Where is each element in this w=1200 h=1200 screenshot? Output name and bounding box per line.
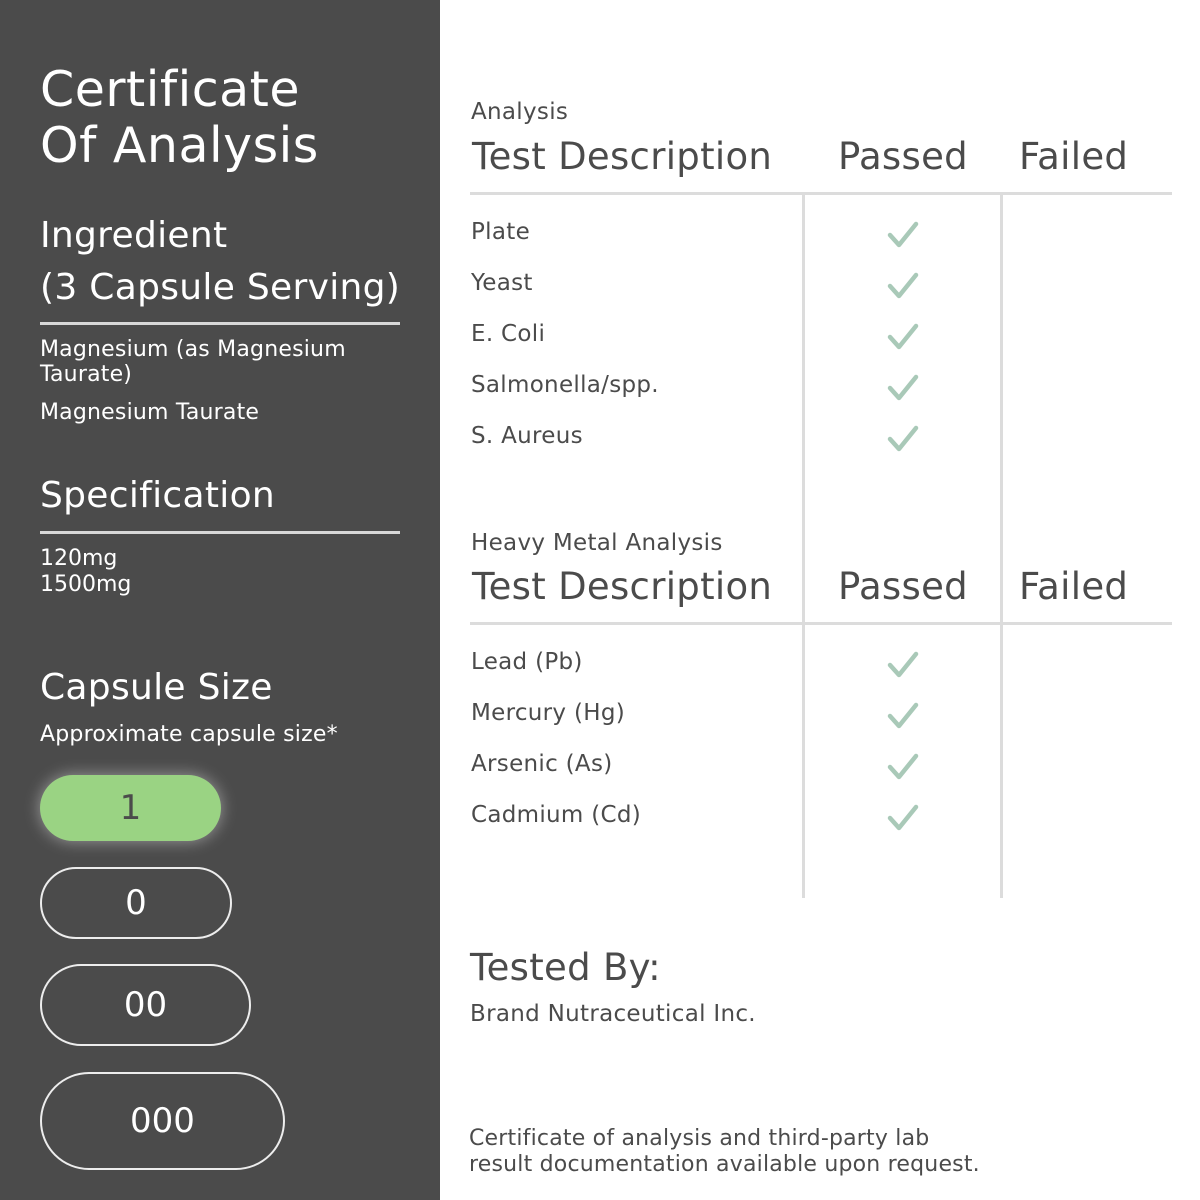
capsule-size-heading: Capsule Size	[40, 667, 273, 708]
page-title	[40, 62, 430, 174]
ingredient-divider	[40, 322, 400, 325]
left-panel	[0, 0, 440, 1200]
heavy-metal-row-cadmium: Cadmium (Cd)	[471, 802, 642, 828]
page-title-line-2: Of Analysis	[40, 117, 319, 174]
analysis-section-label: Analysis	[471, 99, 569, 125]
check-icon	[886, 648, 920, 682]
footnote-line-1: Certificate of analysis and third-party lab	[469, 1126, 930, 1151]
failed-column-divider	[1000, 195, 1003, 898]
capsule-size-label: 0	[125, 883, 147, 923]
heavy-metal-row-lead: Lead (Pb)	[471, 649, 583, 675]
heavy-metal-header-failed: Failed	[1019, 565, 1129, 608]
ingredient-heading	[40, 210, 420, 314]
capsule-size-label: 00	[123, 985, 168, 1025]
analysis-header-passed: Passed	[838, 135, 968, 178]
analysis-header-divider	[470, 192, 1172, 195]
check-icon	[886, 422, 920, 456]
analysis-row-s-aureus: S. Aureus	[471, 423, 583, 449]
capsule-size-1-option[interactable]	[40, 775, 221, 841]
specification-value: 120mg	[40, 546, 118, 571]
check-icon	[886, 801, 920, 835]
check-icon	[886, 269, 920, 303]
specification-heading: Specification	[40, 475, 276, 516]
analysis-row-yeast: Yeast	[471, 270, 533, 296]
specification-divider	[40, 531, 400, 534]
passed-column-divider	[802, 195, 805, 898]
page-title-line-1: Certificate	[40, 61, 301, 118]
heavy-metal-header-passed: Passed	[838, 565, 968, 608]
tested-by-value: Brand Nutraceutical Inc.	[470, 1001, 756, 1027]
ingredient-item: Magnesium (as Magnesium Taurate)	[40, 337, 346, 387]
analysis-row-e-coli: E. Coli	[471, 321, 546, 347]
analysis-header-failed: Failed	[1019, 135, 1129, 178]
ingredient-item: Magnesium Taurate	[40, 400, 260, 425]
heavy-metal-header-test-description: Test Description	[472, 565, 773, 608]
heavy-metal-row-arsenic: Arsenic (As)	[471, 751, 613, 777]
footnote	[469, 1126, 1029, 1178]
check-icon	[886, 750, 920, 784]
check-icon	[886, 699, 920, 733]
check-icon	[886, 218, 920, 252]
capsule-size-subtitle: Approximate capsule size*	[40, 722, 338, 747]
specification-value: 1500mg	[40, 572, 132, 597]
ingredient-heading-line-1: Ingredient	[40, 215, 228, 256]
ingredient-heading-line-2: (3 Capsule Serving)	[40, 267, 401, 308]
analysis-header-test-description: Test Description	[472, 135, 773, 178]
heavy-metal-row-mercury: Mercury (Hg)	[471, 700, 625, 726]
analysis-row-salmonella: Salmonella/spp.	[471, 372, 659, 398]
heavy-metal-header-divider	[470, 622, 1172, 625]
analysis-row-plate: Plate	[471, 219, 531, 245]
check-icon	[886, 320, 920, 354]
heavy-metal-section-label: Heavy Metal Analysis	[471, 530, 723, 556]
tested-by-heading: Tested By:	[470, 946, 661, 989]
footnote-line-2: result documentation available upon request.	[469, 1152, 980, 1177]
capsule-size-label: 1	[119, 788, 142, 828]
check-icon	[886, 371, 920, 405]
capsule-size-label: 000	[130, 1101, 195, 1141]
capsule-size-0-option[interactable]	[40, 867, 232, 939]
capsule-size-000-option[interactable]	[40, 1072, 285, 1170]
capsule-size-00-option[interactable]	[40, 964, 251, 1046]
